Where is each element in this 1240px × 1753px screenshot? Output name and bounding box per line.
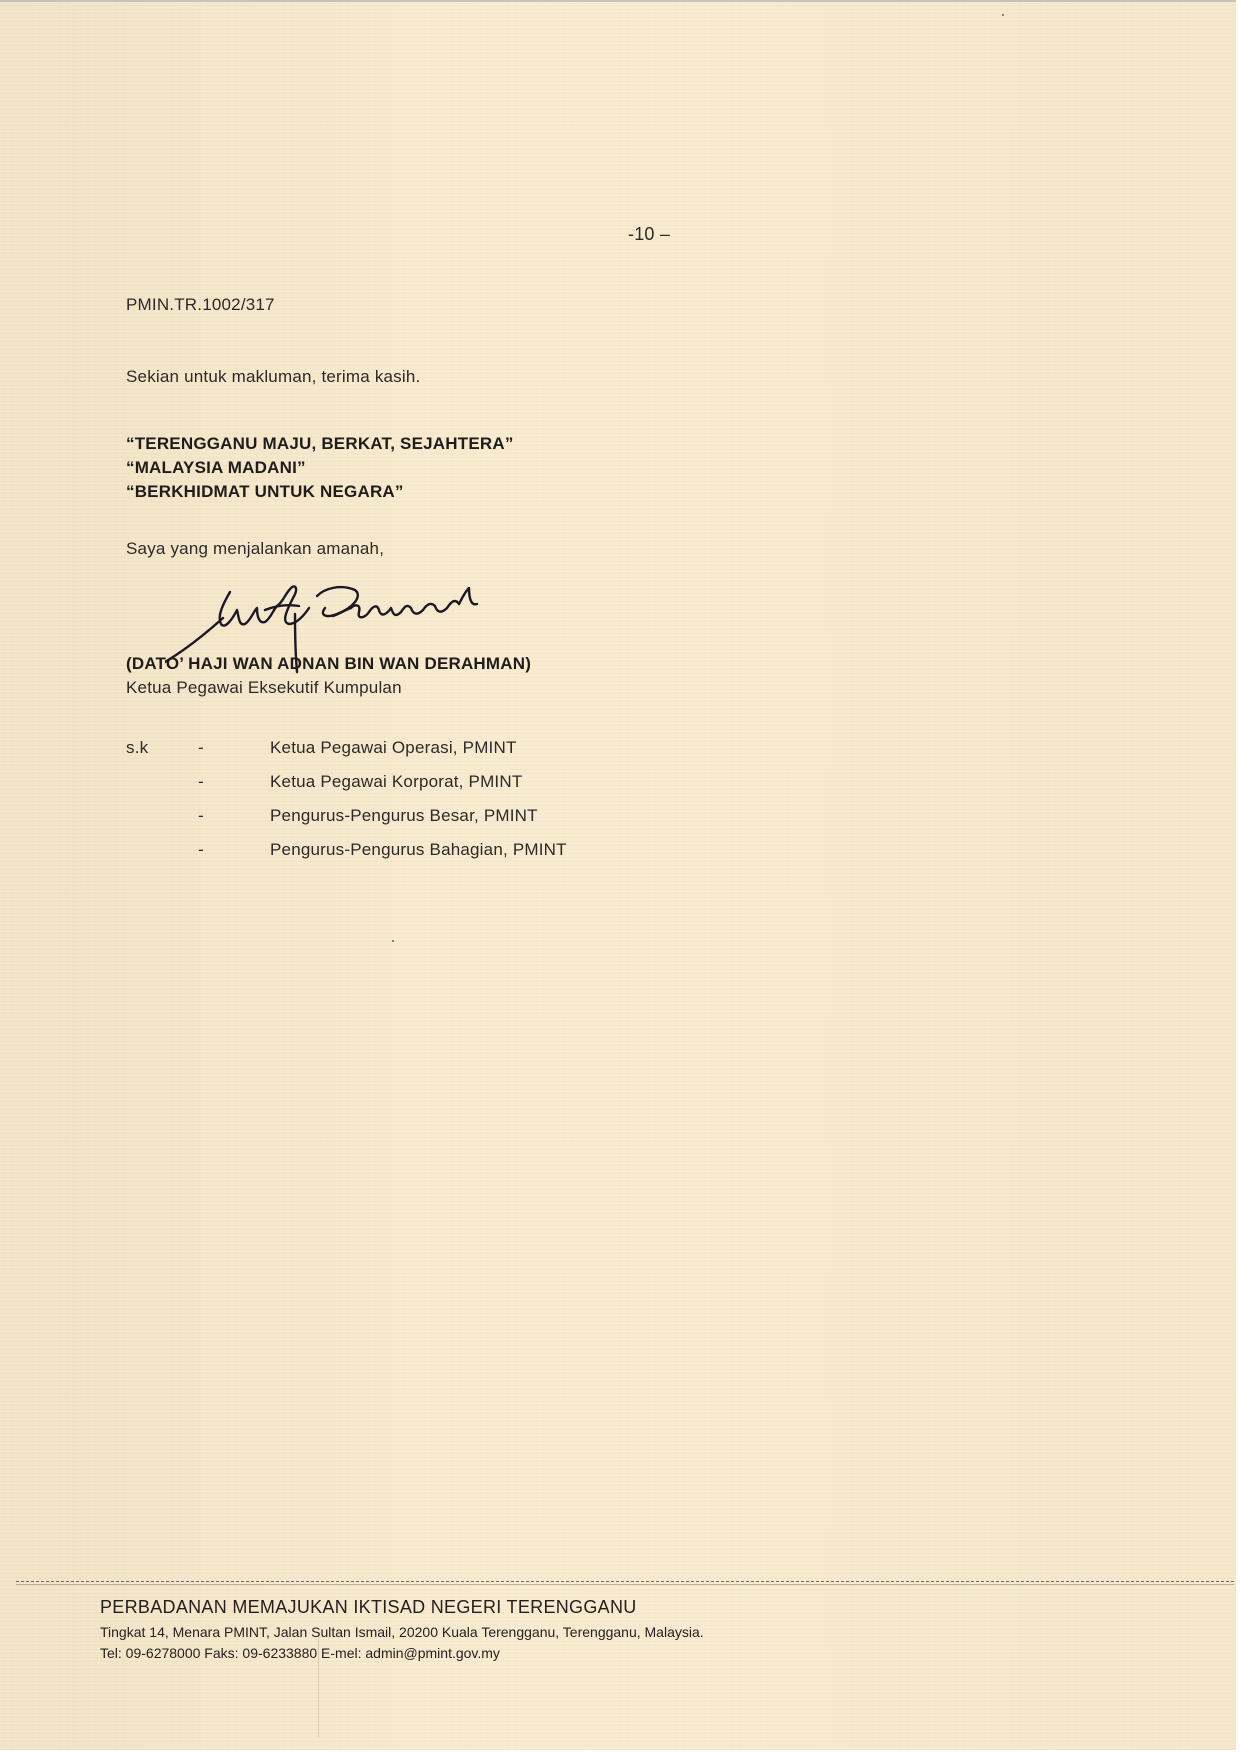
cc-label: s.k <box>126 738 149 757</box>
footer-divider-shadow <box>16 1584 1234 1585</box>
signatory-name: (DATO’ HAJI WAN ADNAN BIN WAN DERAHMAN) <box>126 654 532 673</box>
closing-line: Sekian untuk makluman, terima kasih. <box>126 367 421 386</box>
footer-divider <box>16 1581 1234 1582</box>
letter-page <box>0 2 1236 1750</box>
scan-right-edge <box>1236 0 1240 1753</box>
footer-contact: Tel: 09-6278000 Faks: 09-6233880 E-mel: admin@pmint.gov.my <box>100 1645 500 1661</box>
cc-dash: - <box>198 738 204 757</box>
cc-dash: - <box>198 772 204 791</box>
cc-recipient: Pengurus-Pengurus Bahagian, PMINT <box>270 840 567 859</box>
scan-speck <box>392 940 394 942</box>
cc-dash: - <box>198 840 204 859</box>
footer-organization: PERBADANAN MEMAJUKAN IKTISAD NEGERI TERENGGANU <box>100 1597 637 1617</box>
cc-recipient: Pengurus-Pengurus Besar, PMINT <box>270 806 538 825</box>
signatory-title: Ketua Pegawai Eksekutif Kumpulan <box>126 678 402 697</box>
slogan-malaysia-madani: “MALAYSIA MADANI” <box>126 458 306 477</box>
scan-speck <box>1002 14 1004 16</box>
footer-address: Tingkat 14, Menara PMINT, Jalan Sultan Ismail, 20200 Kuala Terengganu, Terengganu, Malaysia. <box>100 1624 704 1640</box>
slogan-berkhidmat: “BERKHIDMAT UNTUK NEGARA” <box>126 482 404 501</box>
salutation: Saya yang menjalankan amanah, <box>126 539 385 558</box>
cc-dash: - <box>198 806 204 825</box>
cc-recipient: Ketua Pegawai Korporat, PMINT <box>270 772 523 791</box>
slogan-terengganu: “TERENGGANU MAJU, BERKAT, SEJAHTERA” <box>126 434 514 453</box>
page-number: -10 – <box>628 224 671 244</box>
reference-number: PMIN.TR.1002/317 <box>126 295 275 314</box>
cc-recipient: Ketua Pegawai Operasi, PMINT <box>270 738 517 757</box>
